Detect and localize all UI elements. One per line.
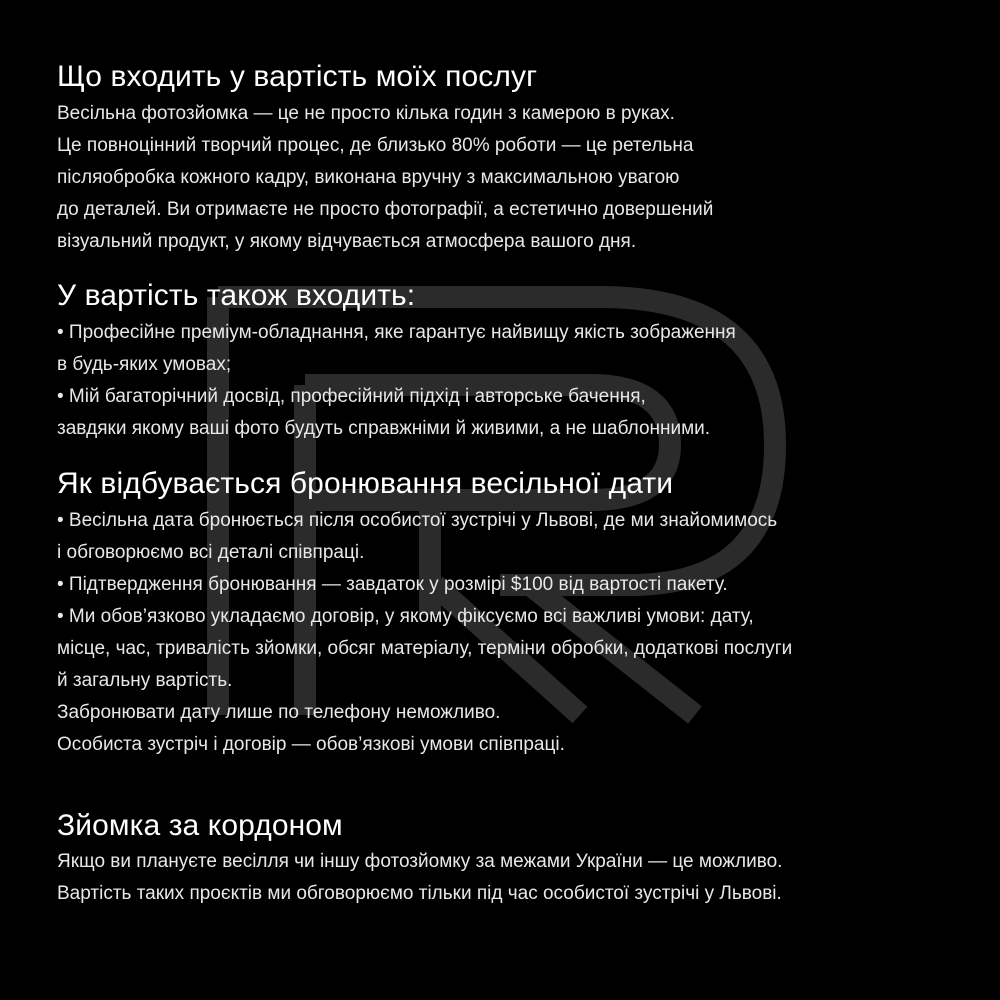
text-line: Весільна фотозйомка — це не просто кілька годин з камерою в руках.	[57, 103, 675, 124]
text-line: Це повноцінний творчий процес, де близько 80% роботи — це ретельна	[57, 135, 694, 156]
text-line: Забронювати дату лише по телефону неможливо.	[57, 702, 501, 723]
text-line: • Ми обов’язково укладаємо договір, у якому фіксуємо всі важливі умови: дату,	[57, 606, 754, 627]
section-also-included	[57, 277, 957, 445]
text-line: візуальний продукт, у якому відчувається атмосфера вашого дня.	[57, 231, 637, 252]
text-line: місце, час, тривалість зйомки, обсяг матеріалу, терміни обробки, додаткові послуги	[57, 638, 793, 659]
text-line: Особиста зустріч і договір — обов’язкові умови співпраці.	[57, 734, 565, 755]
text-line: Якщо ви плануєте весілля чи іншу фотозйомку за межами України — це можливо.	[57, 851, 783, 872]
text-line: • Підтвердження бронювання — завдаток у розмірі $100 від вартості пакету.	[57, 574, 728, 595]
section-heading: Що входить у вартість моїх послуг	[57, 60, 538, 93]
content	[57, 58, 957, 910]
section-services-included	[57, 58, 957, 258]
text-line: і обговорюємо всі деталі співпраці.	[57, 542, 365, 563]
text-line: • Професійне преміум-обладнання, яке гарантує найвищу якість зображення	[57, 322, 736, 343]
text-line: • Мій багаторічний досвід, професійний підхід і авторське бачення,	[57, 386, 646, 407]
text-line: післяобробка кожного кадру, виконана вручну з максимальною увагою	[57, 167, 680, 188]
section-heading: Зйомка за кордоном	[57, 809, 343, 842]
section-paragraph	[57, 98, 957, 258]
section-paragraph	[57, 317, 957, 445]
section-heading: У вартість також входить:	[57, 279, 416, 312]
text-line: • Весільна дата бронюється після особистої зустрічі у Львові, де ми знайомимось	[57, 510, 778, 531]
section-paragraph	[57, 505, 957, 761]
text-line: завдяки якому ваші фото будуть справжніми й живими, а не шаблонними.	[57, 418, 711, 439]
section-paragraph	[57, 846, 957, 910]
text-line: й загальну вартість.	[57, 670, 233, 691]
text-line: до деталей. Ви отримаєте не просто фотографії, а естетично довершений	[57, 199, 714, 220]
text-line: в будь-яких умовах;	[57, 354, 232, 375]
section-booking-process	[57, 465, 957, 761]
section-heading: Як відбувається бронювання весільної дати	[57, 467, 674, 500]
section-abroad-shooting	[57, 807, 957, 910]
text-line: Вартість таких проєктів ми обговорюємо тільки під час особистої зустрічі у Львові.	[57, 883, 782, 904]
